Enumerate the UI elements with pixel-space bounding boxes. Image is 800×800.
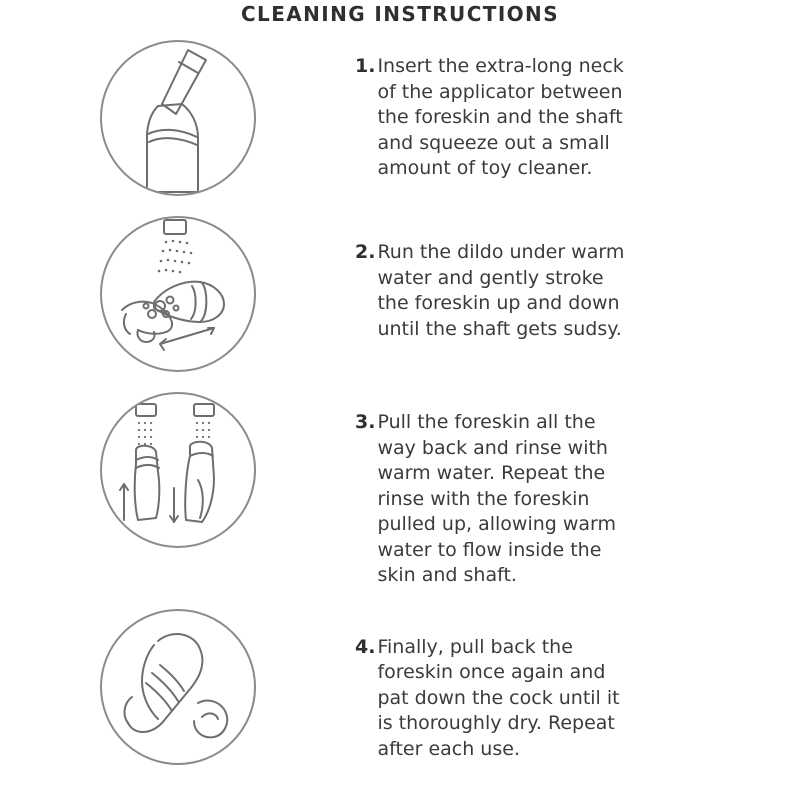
step-4-circle <box>100 609 256 765</box>
step-3-circle <box>100 392 256 548</box>
step-1-number: 1. <box>355 55 376 77</box>
step-item <box>0 40 800 196</box>
two-shower-rinse-icon <box>102 394 254 546</box>
step-item <box>0 609 800 765</box>
step-3-illustration-column <box>0 392 355 548</box>
step-3-number: 3. <box>355 411 376 433</box>
step-4-text-column <box>355 609 800 763</box>
step-1-text-column <box>355 40 800 182</box>
step-2-illustration-column <box>0 216 355 372</box>
step-4-illustration-column <box>0 609 355 765</box>
step-2-text: Run the dildo under warm water and gently stroke the foreskin up and down until the shaft gets sudsy. <box>377 241 625 340</box>
page-title: CLEANING INSTRUCTIONS <box>240 2 560 26</box>
step-item <box>0 392 800 589</box>
step-2-circle <box>100 216 256 372</box>
step-2-text-column <box>355 216 800 342</box>
applicator-nozzle-icon <box>102 42 254 194</box>
step-4-number: 4. <box>355 635 376 658</box>
step-1-illustration-column <box>0 40 355 196</box>
step-3-text-column <box>355 392 800 589</box>
step-3-text: Pull the foreskin all the way back and rinse with warm water. Repeat the rinse with the foreskin pulled up, allowing warm water to flow inside the skin and shaft. <box>377 411 617 586</box>
steps-list <box>0 40 800 765</box>
step-4-text: Finally, pull back the foreskin once again and pat down the cock until it is thoroughly dry. Repeat after each use. <box>377 635 620 760</box>
hand-washing-under-shower-icon <box>102 218 254 370</box>
pat-dry-cloth-icon <box>102 611 254 763</box>
step-item <box>0 216 800 372</box>
step-2-number: 2. <box>355 241 376 263</box>
step-1-text: Insert the extra-long neck of the applicator between the foreskin and the shaft and squeeze out a small amount of toy cleaner. <box>377 55 624 179</box>
step-1-circle <box>100 40 256 196</box>
